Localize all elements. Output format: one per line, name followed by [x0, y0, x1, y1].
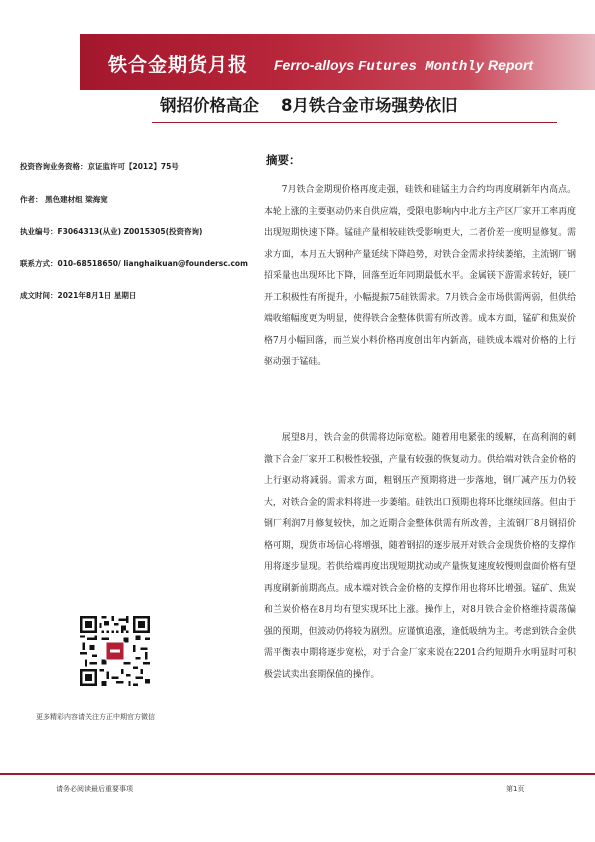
meta-qualification: 投资咨询业务资格：京证监许可【2012】75号	[20, 162, 179, 171]
meta-authors: 作者： 黑色建材组 梁海宽	[20, 195, 108, 204]
page-number: 第1页	[506, 785, 525, 793]
headline-part2: 8月铁合金市场强势依旧	[281, 96, 458, 115]
meta-license: 执业编号：F3064313(从业) Z0015305(投资咨询)	[20, 227, 203, 236]
report-title-en-part2: Futures Monthly	[358, 59, 485, 75]
qr-caption: 更多精彩内容请关注方正中期官方微信	[36, 713, 155, 721]
wechat-qr-code	[80, 616, 150, 686]
abstract-paragraph-1: 7月铁合金期现价格再度走强，硅铁和硅锰主力合约均再度刷新年内高点。本轮上涨的主要驱动仍来自供应端，受限电影响内中北方主产区厂家开工率再度出现短期快速下降。锰硅产量相较硅铁受影响更大，二者价差一度明显修复。需求方面，本月五大钢种产量延续下降趋势，对铁合金需求持续萎缩，主流钢厂钢招采量也出现环比下降，回落至近年同期最低水平。金属镁下游需求转好，镁厂开工积极性有所提升，小幅提振75硅铁需求。7月铁合金市场供需两弱，但供给端收缩幅度更为明显，使得铁合金整体供需有所改善。成本方面，锰矿和焦炭价格7月小幅回落，而兰炭小料价格再度创出年内新高，硅铁成本端对价格的上行驱动强于锰硅。	[264, 185, 576, 367]
meta-date: 成文时间：2021年8月1日 星期日	[20, 291, 137, 300]
abstract-paragraph-2: 展望8月，铁合金的供需将边际宽松。随着用电紧张的缓解，在高利润的刺激下合金厂家开工积极性较强，产量有较强的恢复动力。供给端对铁合金价格的上行驱动将减弱。需求方面，粗钢压产预期将进一步落地，钢厂减产压力仍较大，对铁合金的需求料将进一步萎缩。硅铁出口预期也将环比继续回落。但由于钢厂利润7月修复较快，加之近期合金整体供需有所改善，主流钢厂8月钢招价格可期，现货市场信心将增强，随着钢招的逐步展开对铁合金现货价格的支撑作用将逐步显现。若供给端再度出现短期扰动或产量恢复速度较慢则盘面价格有望再度刷新前期高点。成本端对铁合金价格的支撑作用也将环比增强。锰矿、焦炭和兰炭价格在8月均有望实现环比上涨。操作上，对8月铁合金价格维持震荡偏强的预期，但波动仍将较为剧烈。应谨慎追涨，逢低吸纳为主。考虑到铁合金供需平衡表中期将逐步宽松，对于合金厂家来说在2201合约短期升水明显时可积极尝试卖出套期保值的操作。	[264, 433, 576, 680]
headline	[160, 92, 457, 116]
report-title-en	[274, 57, 533, 75]
meta-contact: 联系方式：010-68518650/ lianghaikuan@foundersc.com	[20, 259, 248, 268]
footer-disclaimer: 请务必阅读最后重要事项	[56, 785, 133, 793]
report-title-cn: 铁合金期货月报	[108, 54, 249, 76]
abstract-title: 摘要：	[266, 153, 301, 167]
headline-divider	[152, 122, 557, 123]
footer-divider	[0, 773, 595, 775]
report-title-en-part3: Report	[484, 57, 534, 73]
report-title-en-part1: Ferro-alloys	[274, 57, 359, 73]
headline-part1: 钢招价格高企	[160, 96, 259, 115]
